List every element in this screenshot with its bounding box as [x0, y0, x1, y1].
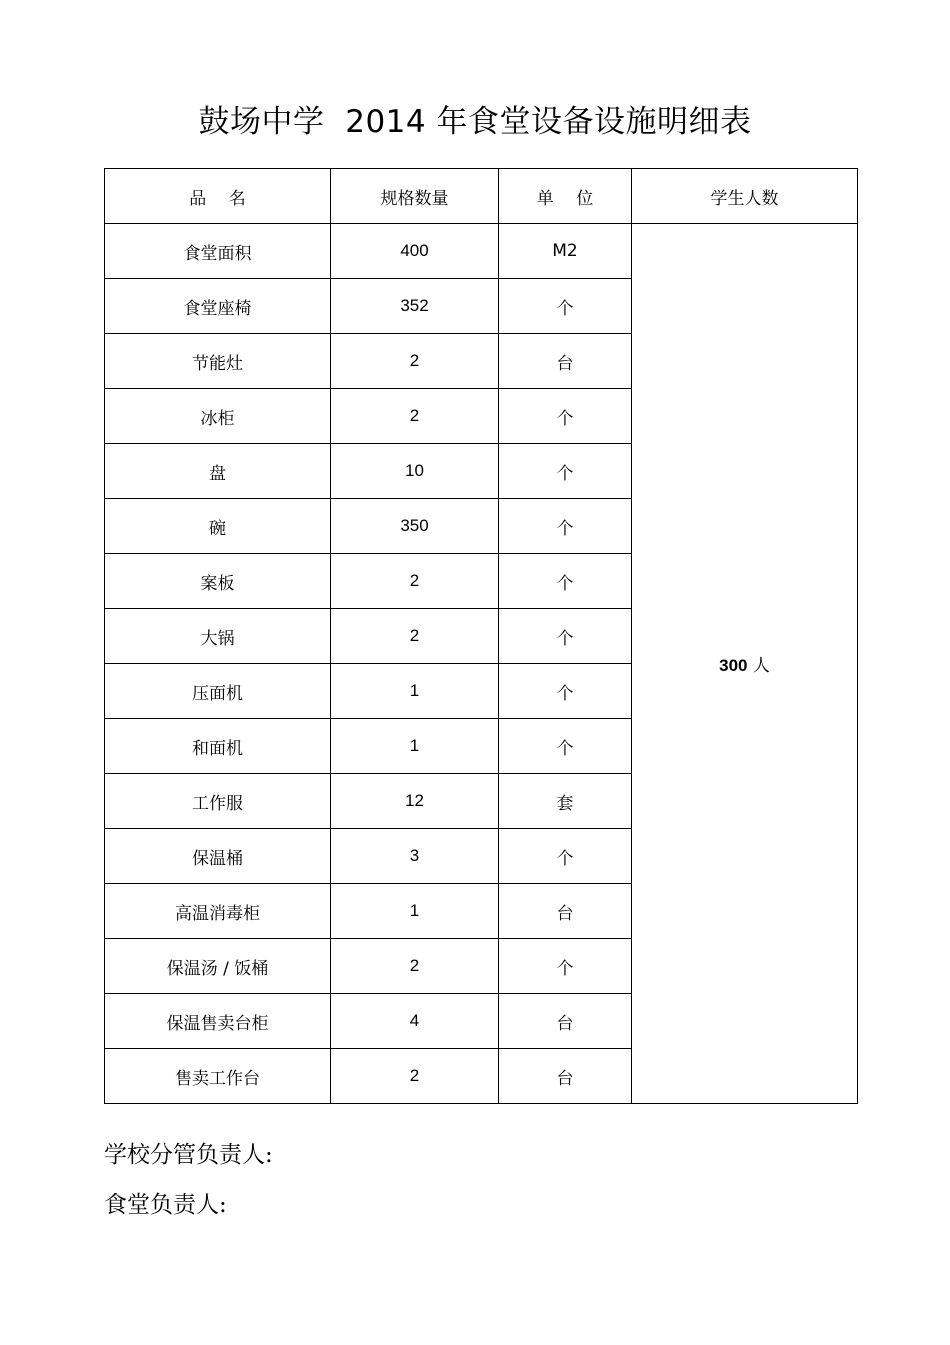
item-unit: 个	[499, 609, 632, 664]
item-unit: 台	[499, 884, 632, 939]
item-quantity: 2	[331, 1049, 499, 1104]
item-name: 保温桶	[105, 829, 331, 884]
item-unit: 个	[499, 389, 632, 444]
item-name: 大锅	[105, 609, 331, 664]
item-quantity: 12	[331, 774, 499, 829]
item-name: 案板	[105, 554, 331, 609]
header-spec: 规格数量	[331, 169, 499, 224]
item-unit: 个	[499, 499, 632, 554]
item-quantity: 400	[331, 224, 499, 279]
table-header-row	[105, 169, 858, 224]
item-name: 保温汤 / 饭桶	[105, 939, 331, 994]
item-name: 食堂座椅	[105, 279, 331, 334]
school-lead-signature-label: 学校分管负责人:	[104, 1142, 273, 1168]
item-name: 碗	[105, 499, 331, 554]
item-quantity: 352	[331, 279, 499, 334]
item-unit: 个	[499, 444, 632, 499]
student-count-cell	[632, 224, 858, 1104]
page-title: 鼓场中学 2014 年食堂设备设施明细表	[198, 104, 752, 140]
item-quantity: 2	[331, 939, 499, 994]
student-count-value: 300	[719, 656, 748, 675]
item-unit: 套	[499, 774, 632, 829]
item-unit: 个	[499, 279, 632, 334]
item-quantity: 4	[331, 994, 499, 1049]
item-quantity: 2	[331, 389, 499, 444]
item-quantity: 2	[331, 554, 499, 609]
item-unit: 台	[499, 994, 632, 1049]
item-quantity: 2	[331, 609, 499, 664]
item-name: 工作服	[105, 774, 331, 829]
header-unit: 单 位	[499, 169, 632, 224]
item-unit: 个	[499, 829, 632, 884]
item-unit: 台	[499, 334, 632, 389]
item-quantity: 1	[331, 719, 499, 774]
item-name: 和面机	[105, 719, 331, 774]
item-quantity: 1	[331, 664, 499, 719]
item-quantity: 2	[331, 334, 499, 389]
student-count-unit: 人	[747, 656, 770, 676]
table-row	[105, 224, 858, 279]
item-name: 保温售卖台柜	[105, 994, 331, 1049]
item-name: 售卖工作台	[105, 1049, 331, 1104]
item-name: 节能灶	[105, 334, 331, 389]
item-quantity: 350	[331, 499, 499, 554]
item-unit: 个	[499, 554, 632, 609]
item-unit: 台	[499, 1049, 632, 1104]
header-students: 学生人数	[632, 169, 858, 224]
item-quantity: 3	[331, 829, 499, 884]
item-quantity: 10	[331, 444, 499, 499]
item-unit: M2	[499, 224, 632, 279]
item-unit: 个	[499, 719, 632, 774]
item-name: 冰柜	[105, 389, 331, 444]
item-name: 食堂面积	[105, 224, 331, 279]
header-name: 品 名	[105, 169, 331, 224]
item-name: 高温消毒柜	[105, 884, 331, 939]
item-unit: 个	[499, 939, 632, 994]
equipment-table	[104, 168, 858, 1104]
item-quantity: 1	[331, 884, 499, 939]
canteen-lead-signature-label: 食堂负责人:	[104, 1192, 227, 1218]
item-name: 压面机	[105, 664, 331, 719]
item-name: 盘	[105, 444, 331, 499]
item-unit: 个	[499, 664, 632, 719]
